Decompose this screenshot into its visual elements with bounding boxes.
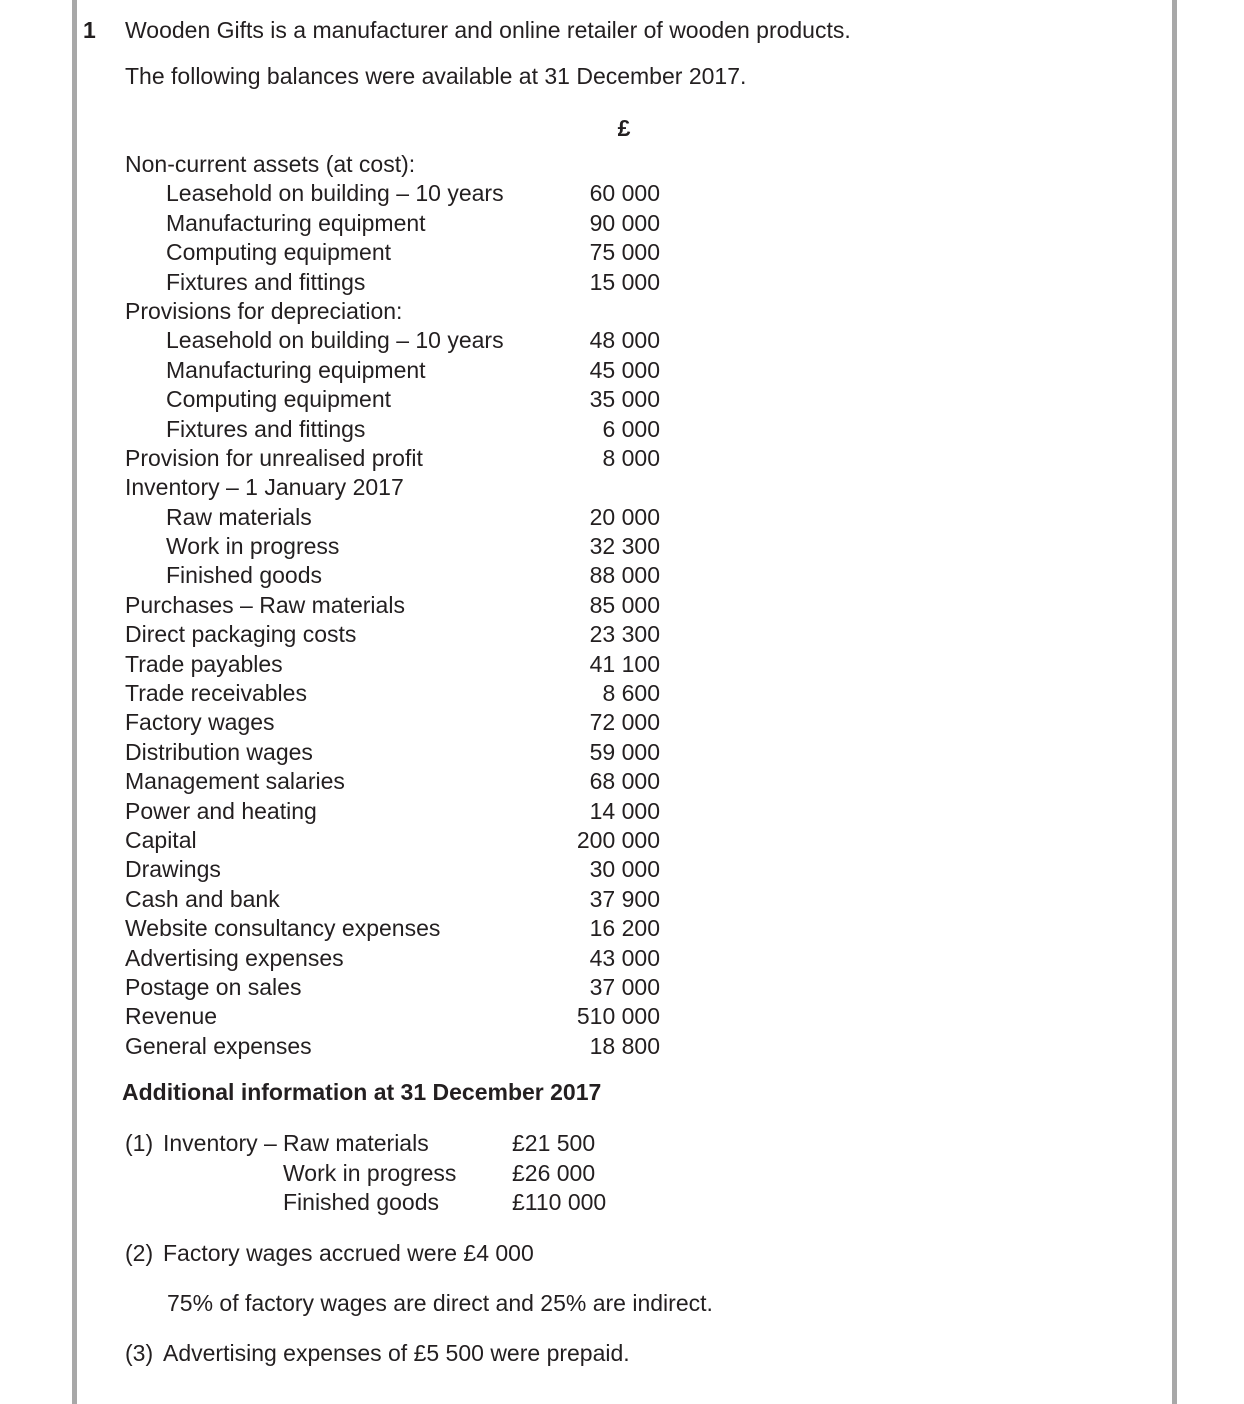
- balance-row: [125, 650, 660, 679]
- additional-item-factory-wages: [125, 1239, 534, 1269]
- inventory-line-amount: £110 000: [512, 1189, 607, 1215]
- balance-value: 85 000: [589, 591, 660, 618]
- balance-row: [125, 620, 660, 649]
- balance-label: Cash and bank: [125, 885, 280, 912]
- balance-value: 35 000: [589, 386, 660, 413]
- balance-row: [125, 415, 660, 444]
- balance-label: Fixtures and fittings: [166, 268, 366, 295]
- balance-row: [125, 503, 660, 532]
- balance-row: [125, 797, 660, 826]
- inventory-amounts-column: [512, 1129, 606, 1218]
- balance-value: 16 200: [589, 915, 660, 942]
- balance-row: [125, 826, 660, 855]
- balance-label: Non-current assets (at cost):: [125, 151, 416, 177]
- balance-value: 41 100: [589, 650, 660, 677]
- balance-row: [125, 855, 660, 884]
- balance-row: [125, 591, 660, 620]
- balance-row: [125, 297, 660, 326]
- balance-row: [125, 179, 660, 208]
- advertising-prepaid-text: Advertising expenses of £5 500 were prepaid.: [163, 1340, 630, 1366]
- balance-value: 88 000: [589, 562, 660, 589]
- balance-value: 30 000: [589, 856, 660, 883]
- inventory-line-name: Work in progress: [283, 1159, 457, 1186]
- balance-row: [125, 209, 660, 238]
- balance-row: [125, 238, 660, 267]
- balance-value: 8 000: [602, 444, 660, 471]
- balance-row: [125, 944, 660, 973]
- question-intro-text: Wooden Gifts is a manufacturer and online retailer of wooden products.: [125, 17, 851, 43]
- balance-label: Revenue: [125, 1003, 218, 1030]
- balance-label: Raw materials: [166, 503, 312, 530]
- balance-label: Fixtures and fittings: [166, 415, 366, 442]
- balance-value: 14 000: [589, 797, 660, 824]
- balance-row: [125, 738, 660, 767]
- balance-row: [125, 561, 660, 590]
- balance-row: [125, 973, 660, 1002]
- balance-row: [125, 1002, 660, 1031]
- balance-label: Computing equipment: [166, 386, 392, 413]
- balance-value: 23 300: [589, 621, 660, 648]
- inventory-line-name: Raw materials: [283, 1130, 429, 1156]
- balance-row: [125, 444, 660, 473]
- balance-row: [125, 356, 660, 385]
- balance-row: [125, 679, 660, 708]
- inventory-line-amount: £26 000: [512, 1159, 596, 1186]
- balance-row: [125, 914, 660, 943]
- balance-value: 37 000: [589, 973, 660, 1000]
- inventory-names-column: [283, 1129, 456, 1218]
- balance-label: Inventory – 1 January 2017: [125, 474, 404, 501]
- balance-value: 20 000: [589, 503, 660, 530]
- balance-row: [125, 385, 660, 414]
- balance-list: [125, 150, 660, 1061]
- additional-item-number: (1): [125, 1130, 154, 1156]
- balance-value: 45 000: [589, 356, 660, 383]
- balance-label: Advertising expenses: [125, 944, 344, 971]
- additional-item-number: (2): [125, 1240, 154, 1266]
- currency-column-header: £: [617, 115, 631, 141]
- balance-label: Provisions for depreciation:: [125, 297, 403, 324]
- balance-value: 15 000: [589, 268, 660, 295]
- factory-wages-split-note: 75% of factory wages are direct and 25% are indirect.: [167, 1290, 713, 1316]
- inventory-line-name: Finished goods: [283, 1189, 439, 1215]
- balance-value: 8 600: [602, 680, 660, 707]
- balance-label: Management salaries: [125, 768, 345, 795]
- balance-value: 60 000: [589, 180, 660, 207]
- balance-value: 68 000: [589, 768, 660, 795]
- balance-row: [125, 150, 660, 179]
- balance-label: Capital: [125, 826, 197, 853]
- factory-wages-accrued-text: Factory wages accrued were £4 000: [163, 1240, 534, 1266]
- balance-row: [125, 767, 660, 796]
- additional-info-heading: Additional information at 31 December 2017: [122, 1079, 602, 1105]
- balance-label: General expenses: [125, 1032, 312, 1059]
- balance-value: 6 000: [602, 415, 660, 442]
- additional-item-number: (3): [125, 1340, 154, 1366]
- balances-intro-text: The following balances were available at 31 December 2017.: [125, 63, 747, 89]
- balance-value: 90 000: [589, 209, 660, 236]
- balance-label: Website consultancy expenses: [125, 915, 441, 942]
- balance-value: 48 000: [589, 327, 660, 354]
- balance-label: Computing equipment: [166, 239, 392, 266]
- balance-label: Postage on sales: [125, 973, 302, 1000]
- balance-label: Drawings: [125, 856, 221, 883]
- balance-value: 18 800: [589, 1032, 660, 1059]
- balance-row: [125, 708, 660, 737]
- inventory-label: Inventory –: [163, 1130, 277, 1156]
- balance-label: Power and heating: [125, 797, 317, 824]
- balance-value: 59 000: [589, 738, 660, 765]
- balance-value: 200 000: [576, 826, 660, 853]
- balance-label: Trade receivables: [125, 680, 307, 707]
- balance-label: Work in progress: [166, 533, 340, 560]
- balance-value: 510 000: [576, 1003, 660, 1030]
- balance-value: 37 900: [589, 885, 660, 912]
- balance-value: 75 000: [589, 239, 660, 266]
- additional-item-advertising: [125, 1339, 630, 1369]
- left-page-rule: [72, 0, 77, 1404]
- balance-value: 43 000: [589, 944, 660, 971]
- balance-label: Leasehold on building – 10 years: [166, 180, 504, 207]
- balance-row: [125, 885, 660, 914]
- balance-label: Trade payables: [125, 650, 283, 677]
- balance-label: Distribution wages: [125, 738, 313, 765]
- balance-label: Leasehold on building – 10 years: [166, 327, 504, 354]
- balance-label: Purchases – Raw materials: [125, 591, 405, 618]
- balance-label: Finished goods: [166, 562, 322, 589]
- balance-label: Provision for unrealised profit: [125, 444, 423, 471]
- balance-label: Manufacturing equipment: [166, 209, 426, 236]
- inventory-line-amount: £21 500: [512, 1130, 596, 1156]
- balance-value: 72 000: [589, 709, 660, 736]
- right-page-rule: [1172, 0, 1177, 1404]
- balance-label: Manufacturing equipment: [166, 356, 426, 383]
- question-number: 1: [83, 17, 96, 43]
- balance-label: Direct packaging costs: [125, 621, 357, 648]
- balance-label: Factory wages: [125, 709, 275, 736]
- balance-row: [125, 1032, 660, 1061]
- balance-row: [125, 326, 660, 355]
- balance-row: [125, 473, 660, 502]
- balance-value: 32 300: [589, 533, 660, 560]
- balance-row: [125, 268, 660, 297]
- balance-row: [125, 532, 660, 561]
